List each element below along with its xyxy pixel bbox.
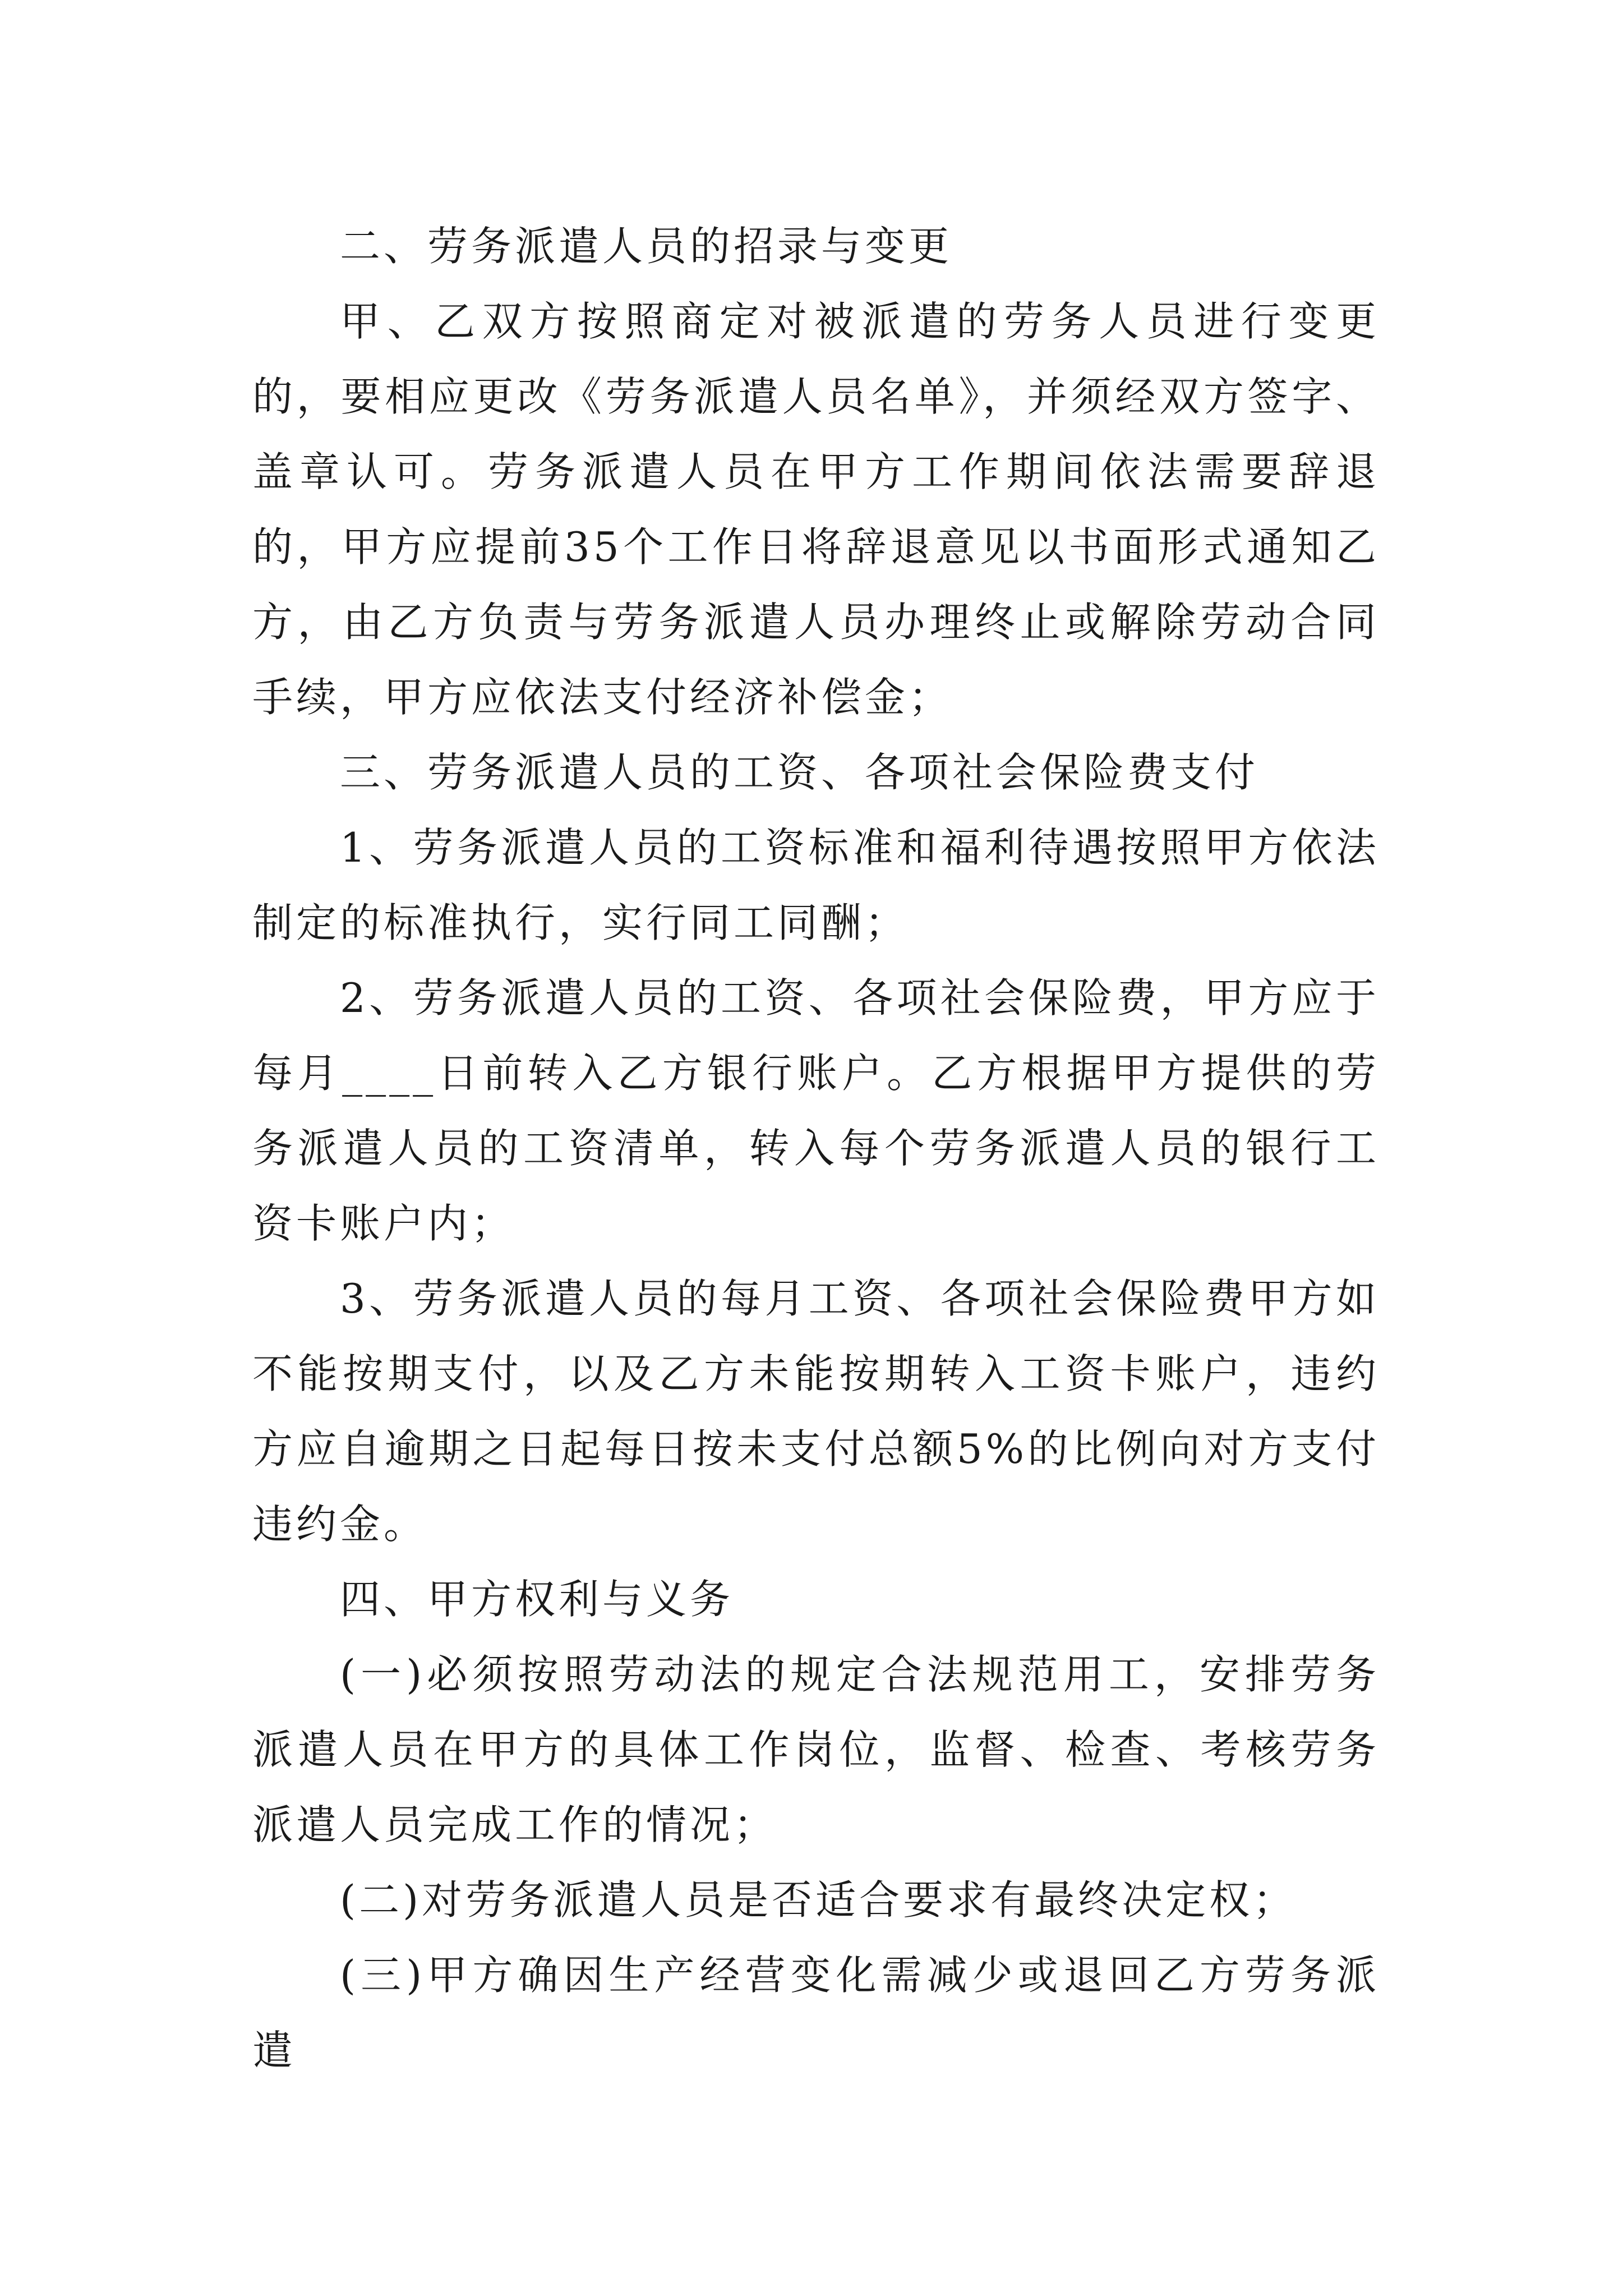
paragraph-final-decision: (二)对劳务派遣人员是否适合要求有最终决定权； (340, 1876, 1297, 1924)
document-body (252, 209, 1380, 2088)
paragraph-lawful-employment: (一)必须按照劳动法的规定合法规范用工，安排劳务派遣人员在甲方的具体工作岗位，监督、检查、考核劳务派遣人员完成工作的情况； (252, 1651, 1380, 1848)
section-heading-wages: 三、劳务派遣人员的工资、各项社会保险费支付 (340, 749, 1259, 796)
paragraph-wage-standard: 1、劳务派遣人员的工资标准和福利待遇按照甲方依法制定的标准执行，实行同工同酬； (252, 824, 1380, 946)
paragraph-late-payment: 3、劳务派遣人员的每月工资、各项社会保险费甲方如不能按期支付，以及乙方未能按期转入工资卡账户，违约方应自逾期之日起每日按未支付总额5%的比例向对方支付违约金。 (252, 1275, 1380, 1548)
paragraph-personnel-change: 甲、乙双方按照商定对被派遣的劳务人员进行变更的，要相应更改《劳务派遣人员名单》，并须经双方签字、盖章认可。劳务派遣人员在甲方工作期间依法需要辞退的，甲方应提前35个工作日将辞退意见以书面形式通知乙方，由乙方负责与劳务派遣人员办理终止或解除劳动合同手续，甲方应依法支付经济补偿金； (252, 298, 1380, 721)
section-heading-recruitment: 二、劳务派遣人员的招录与变更 (340, 223, 953, 270)
paragraph-payment-transfer: 2、劳务派遣人员的工资、各项社会保险费，甲方应于每月____日前转入乙方银行账户。乙方根据甲方提供的劳务派遣人员的工资清单，转入每个劳务派遣人员的银行工资卡账户内； (252, 974, 1380, 1247)
paragraph-reduction: (三)甲方确因生产经营变化需减少或退回乙方劳务派遣 (252, 1952, 1380, 2074)
section-heading-party-a-rights: 四、甲方权利与义务 (340, 1576, 734, 1623)
